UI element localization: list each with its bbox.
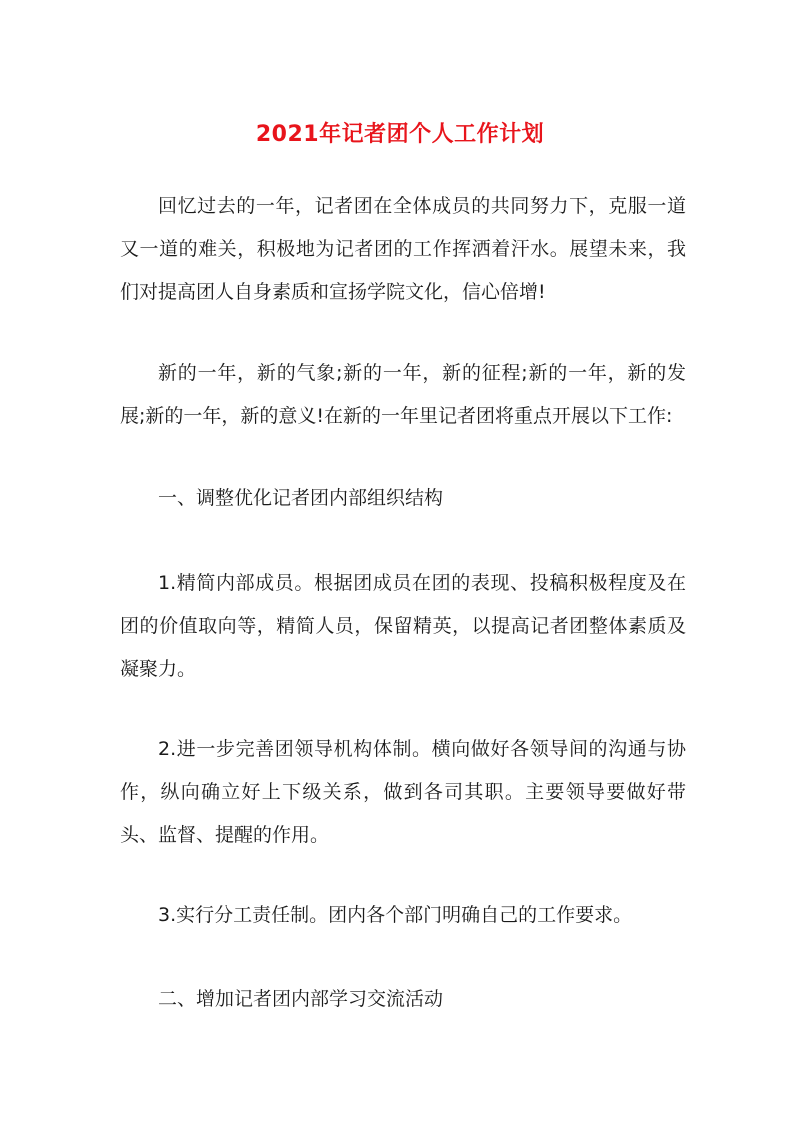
list-item-1: 1.精简内部成员。根据团成员在团的表现、投稿积极程度及在团的价值取向等，精简人员，保留精英，以提高记者团整体素质及凝聚力。	[120, 572, 686, 680]
list-item-2: 2.进一步完善团领导机构体制。横向做好各领导间的沟通与协作，纵向确立好上下级关系，做到各司其职。主要领导要做好带头、监督、提醒的作用。	[120, 738, 686, 846]
list-item-3: 3.实行分工责任制。团内各个部门明确自己的工作要求。	[158, 904, 633, 926]
document-title: 2021年记者团个人工作计划	[255, 121, 545, 147]
paragraph-intro: 回忆过去的一年，记者团在全体成员的共同努力下，克服一道又一道的难关，积极地为记者团的工作挥洒着汗水。展望未来，我们对提高团人自身素质和宣扬学院文化，信心倍增!	[120, 195, 686, 303]
section-heading-2: 二、增加记者团内部学习交流活动	[158, 988, 444, 1010]
paragraph-new-year: 新的一年，新的气象;新的一年，新的征程;新的一年，新的发展;新的一年，新的意义!在新的一年里记者团将重点开展以下工作:	[120, 362, 686, 427]
section-heading-1: 一、调整优化记者团内部组织结构	[158, 487, 444, 509]
